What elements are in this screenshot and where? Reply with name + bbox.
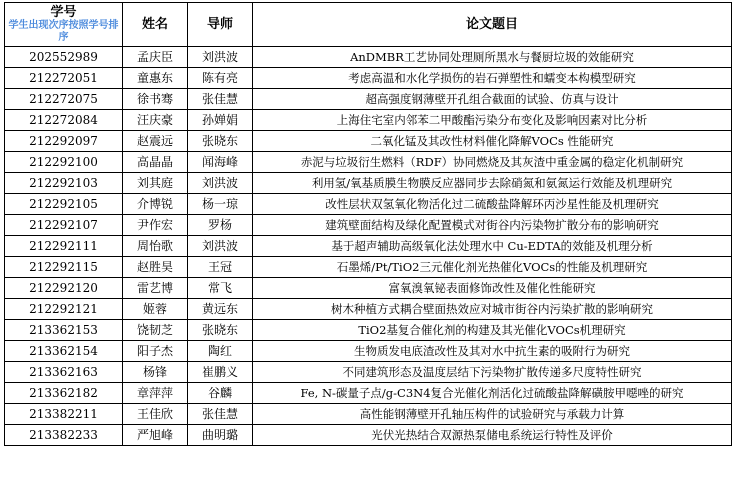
student-id-cell: 212292105 [5, 194, 123, 215]
student-name-cell: 饶韧芝 [123, 320, 188, 341]
advisor-cell: 陶红 [188, 341, 253, 362]
student-name-cell: 王佳欣 [123, 404, 188, 425]
student-id-cell: 212292121 [5, 299, 123, 320]
student-name-cell: 周怡歌 [123, 236, 188, 257]
student-name-cell: 刘其庭 [123, 173, 188, 194]
student-id-cell: 212292120 [5, 278, 123, 299]
thesis-title-cell: 光伏光热结合双源热泵储电系统运行特性及评价 [253, 425, 732, 446]
header-student-id [5, 3, 123, 47]
advisor-cell: 曲明璐 [188, 425, 253, 446]
student-id-cell: 213382211 [5, 404, 123, 425]
student-id-cell: 213362182 [5, 383, 123, 404]
table-row [5, 404, 732, 425]
table-row [5, 362, 732, 383]
student-id-cell: 212272075 [5, 89, 123, 110]
thesis-title-cell: 高性能钢薄壁开孔轴压构件的试验研究与承载力计算 [253, 404, 732, 425]
student-id-cell: 212272084 [5, 110, 123, 131]
student-id-cell: 212292103 [5, 173, 123, 194]
student-name-cell: 童惠东 [123, 68, 188, 89]
header-name: 姓名 [123, 3, 188, 47]
student-name-cell: 杨锋 [123, 362, 188, 383]
thesis-title-cell: 超高强度钢薄壁开孔组合截面的试验、仿真与设计 [253, 89, 732, 110]
table-row [5, 425, 732, 446]
table-row [5, 89, 732, 110]
table-row [5, 278, 732, 299]
table-row [5, 257, 732, 278]
advisor-cell: 谷麟 [188, 383, 253, 404]
student-name-cell: 阳子杰 [123, 341, 188, 362]
advisor-cell: 闻海峰 [188, 152, 253, 173]
student-id-cell: 213382233 [5, 425, 123, 446]
advisor-cell: 张晓东 [188, 320, 253, 341]
header-student-id-label: 学号 [50, 5, 77, 20]
student-name-cell: 尹作宏 [123, 215, 188, 236]
thesis-title-cell: 二氧化锰及其改性材料催化降解VOCs 性能研究 [253, 131, 732, 152]
thesis-title-cell: 生物质发电底渣改性及其对水中抗生素的吸附行为研究 [253, 341, 732, 362]
student-id-cell: 212292111 [5, 236, 123, 257]
advisor-cell: 崔鹏义 [188, 362, 253, 383]
header-thesis-title: 论文题目 [253, 3, 732, 47]
advisor-cell: 王冠 [188, 257, 253, 278]
student-name-cell: 孟庆臣 [123, 47, 188, 68]
thesis-title-cell: 赤泥与垃圾衍生燃料（RDF）协同燃烧及其灰渣中重金属的稳定化机制研究 [253, 152, 732, 173]
thesis-title-cell: 基于超声辅助高级氧化法处理水中 Cu-EDTA的效能及机理分析 [253, 236, 732, 257]
advisor-cell: 杨一琼 [188, 194, 253, 215]
table-row [5, 194, 732, 215]
student-name-cell: 章萍萍 [123, 383, 188, 404]
advisor-cell: 刘洪波 [188, 173, 253, 194]
thesis-title-cell: 富氧溴氧铋表面修饰改性及催化性能研究 [253, 278, 732, 299]
thesis-table [4, 2, 732, 446]
thesis-title-cell: 不同建筑形态及温度层结下污染物扩散传递多尺度特性研究 [253, 362, 732, 383]
student-name-cell: 赵胜昊 [123, 257, 188, 278]
thesis-title-cell: 建筑壁面结构及绿化配置模式对街谷内污染物扩散分布的影响研究 [253, 215, 732, 236]
table-row [5, 110, 732, 131]
header-student-id-note: 学生出现次序按照学号排序 [8, 20, 119, 43]
student-id-cell: 213362153 [5, 320, 123, 341]
student-name-cell: 介博锐 [123, 194, 188, 215]
advisor-cell: 陈有亮 [188, 68, 253, 89]
thesis-title-cell: 利用氢/氧基质膜生物膜反应器同步去除硝氮和氨氮运行效能及机理研究 [253, 173, 732, 194]
student-id-cell: 212292115 [5, 257, 123, 278]
table-row [5, 383, 732, 404]
student-id-cell: 212292097 [5, 131, 123, 152]
table-row [5, 173, 732, 194]
advisor-cell: 张佳慧 [188, 89, 253, 110]
thesis-title-cell: 上海住宅室内邻苯二甲酸酯污染分布变化及影响因素对比分析 [253, 110, 732, 131]
student-name-cell: 徐书骞 [123, 89, 188, 110]
student-name-cell: 赵震远 [123, 131, 188, 152]
table-row [5, 131, 732, 152]
table-row [5, 320, 732, 341]
student-id-cell: 212292107 [5, 215, 123, 236]
student-name-cell: 汪庆豪 [123, 110, 188, 131]
thesis-title-cell: 考虑高温和水化学损伤的岩石弹塑性和蠕变本构模型研究 [253, 68, 732, 89]
student-name-cell: 雷艺博 [123, 278, 188, 299]
student-name-cell: 严旭峰 [123, 425, 188, 446]
table-body [5, 47, 732, 446]
thesis-table-container [4, 2, 732, 446]
thesis-title-cell: 改性层状双氢氧化物活化过二硫酸盐降解环丙沙星性能及机理研究 [253, 194, 732, 215]
advisor-cell: 黄远东 [188, 299, 253, 320]
table-row [5, 341, 732, 362]
thesis-title-cell: 石墨烯/Pt/TiO2三元催化剂光热催化VOCs的性能及机理研究 [253, 257, 732, 278]
table-row [5, 236, 732, 257]
table-row [5, 47, 732, 68]
advisor-cell: 常飞 [188, 278, 253, 299]
thesis-title-cell: 树木种植方式耦合壁面热效应对城市街谷内污染扩散的影响研究 [253, 299, 732, 320]
advisor-cell: 孙婵娟 [188, 110, 253, 131]
thesis-title-cell: AnDMBR工艺协同处理厕所黑水与餐厨垃圾的效能研究 [253, 47, 732, 68]
thesis-title-cell: TiO2基复合催化剂的构建及其光催化VOCs机理研究 [253, 320, 732, 341]
advisor-cell: 刘洪波 [188, 47, 253, 68]
advisor-cell: 刘洪波 [188, 236, 253, 257]
student-name-cell: 姬蓉 [123, 299, 188, 320]
thesis-title-cell: Fe, N-碳量子点/g-C3N4复合光催化剂活化过硫酸盐降解磺胺甲噁唑的研究 [253, 383, 732, 404]
advisor-cell: 张佳慧 [188, 404, 253, 425]
advisor-cell: 张晓东 [188, 131, 253, 152]
header-advisor: 导师 [188, 3, 253, 47]
student-id-cell: 213362154 [5, 341, 123, 362]
student-id-cell: 202552989 [5, 47, 123, 68]
header-row [5, 3, 732, 47]
advisor-cell: 罗杨 [188, 215, 253, 236]
table-row [5, 68, 732, 89]
table-row [5, 215, 732, 236]
student-name-cell: 高晶晶 [123, 152, 188, 173]
student-id-cell: 212292100 [5, 152, 123, 173]
student-id-cell: 212272051 [5, 68, 123, 89]
table-row [5, 299, 732, 320]
table-row [5, 152, 732, 173]
student-id-cell: 213362163 [5, 362, 123, 383]
